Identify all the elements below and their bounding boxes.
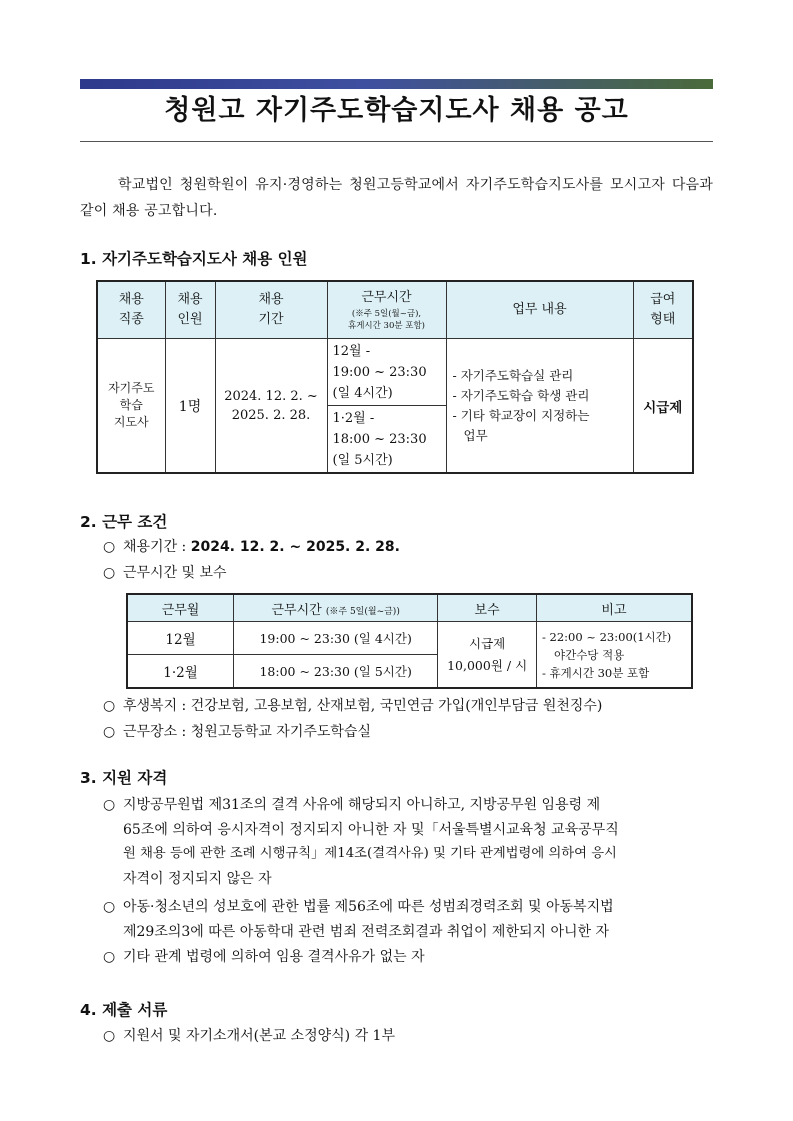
- bullet-circle: ○: [103, 949, 116, 965]
- table-header-row: [97, 281, 693, 339]
- cell-remarks: - 22:00 ~ 23:00(1시간) 야간수당 적용 - 휴게시간 30분 포함: [536, 622, 692, 689]
- header-duty: 업무 내용: [446, 281, 633, 339]
- cell-work-hours: 18:00 ~ 23:30 (일 5시간): [234, 655, 438, 689]
- bullet-circle: ○: [103, 698, 116, 714]
- table-header-row: [127, 594, 692, 622]
- header-hours: 근무시간 (※주 5일(월~금), 휴게시간 30분 포함): [327, 281, 446, 339]
- table-row: [127, 622, 692, 655]
- section-3-heading: 3. 지원 자격: [80, 769, 168, 787]
- work-conditions-table: [126, 593, 693, 689]
- header-work-hours: 근무시간 (※주 5일(월~금)): [234, 594, 438, 622]
- page-title: 청원고 자기주도학습지도사 채용 공고: [164, 95, 629, 126]
- document-item: ○ 지원서 및 자기소개서(본교 소정양식) 각 1부: [103, 1025, 395, 1047]
- cell-month: 1·2월: [127, 655, 234, 689]
- welfare-line: ○ 후생복지 : 건강보험, 고용보험, 산재보험, 국민연금 가입(개인부담금 원천징수): [103, 695, 602, 717]
- header-remarks: 비고: [536, 594, 692, 622]
- cell-duties: - 자기주도학습실 관리 - 자기주도학습 학생 관리 - 기타 학교장이 지정하는 업무: [446, 339, 633, 474]
- workplace-line: ○ 근무장소 : 청원고등학교 자기주도학습실: [103, 721, 371, 743]
- header-salary: 보수: [438, 594, 537, 622]
- header-month: 근무월: [127, 594, 234, 622]
- header-count: 채용 인원: [165, 281, 215, 339]
- cell-month: 12월: [127, 622, 234, 655]
- intro-paragraph: 학교법인 청원학원이 유지·경영하는 청원고등학교에서 자기주도학습지도사를 모시고자 다음과 같이 채용 공고합니다.: [80, 177, 713, 219]
- cell-count: 1명: [165, 339, 215, 474]
- recruitment-table: [96, 280, 694, 474]
- title-divider: [80, 141, 713, 142]
- cell-salary: 시급제 10,000원 / 시: [438, 622, 537, 689]
- hours-pay-line: ○ 근무시간 및 보수: [103, 562, 227, 584]
- period-line: ○ 채용기간 : 2024. 12. 2. ~ 2025. 2. 28.: [103, 536, 400, 558]
- section-1-heading: 1. 자기주도학습지도사 채용 인원: [80, 250, 308, 268]
- period-value: 2024. 12. 2. ~ 2025. 2. 28.: [190, 539, 400, 555]
- bullet-circle: ○: [103, 1028, 116, 1044]
- cell-work-hours: 19:00 ~ 23:30 (일 4시간): [234, 622, 438, 655]
- qualification-item: ○ 기타 관계 법령에 의하여 임용 결격사유가 없는 자: [103, 945, 715, 970]
- header-job: 채용 직종: [97, 281, 165, 339]
- header-pay: 급여 형태: [633, 281, 693, 339]
- cell-hours-jan-feb: 1·2월 - 18:00 ~ 23:30 (일 5시간): [327, 406, 446, 474]
- bullet-circle: ○: [103, 797, 116, 813]
- qualification-item: ○ 지방공무원법 제31조의 결격 사유에 해당되지 아니하고, 지방공무원 임용령 제 65조에 의하여 응시자격이 정지되지 아니한 자 및「서울특별시교육청 교육공무직 원 채용 등에 관한 조례 시행규칙」제14조(결격사유) 및 기타 관계법령에 의하여 응시 자격이 정지되지 않은 자: [103, 793, 715, 891]
- bullet-circle: ○: [103, 539, 116, 555]
- section-4-heading: 4. 제출 서류: [80, 1001, 168, 1019]
- qualification-item: ○ 아동·청소년의 성보호에 관한 법률 제56조에 따른 성범죄경력조회 및 아동복지법 제29조의3에 따른 아동학대 관련 범죄 전력조회결과 취업이 제한되지 아니한 자: [103, 895, 715, 944]
- cell-job: 자기주도 학습 지도사: [97, 339, 165, 474]
- header-period: 채용 기간: [215, 281, 327, 339]
- title-top-bar: [80, 79, 713, 89]
- cell-hours-december: 12월 - 19:00 ~ 23:30 (일 4시간): [327, 339, 446, 406]
- cell-pay: 시급제: [633, 339, 693, 474]
- cell-period: 2024. 12. 2. ~ 2025. 2. 28.: [215, 339, 327, 474]
- section-2-heading: 2. 근무 조건: [80, 513, 168, 531]
- bullet-circle: ○: [103, 899, 116, 915]
- bullet-circle: ○: [103, 565, 116, 581]
- table-row: [97, 339, 693, 406]
- bullet-circle: ○: [103, 724, 116, 740]
